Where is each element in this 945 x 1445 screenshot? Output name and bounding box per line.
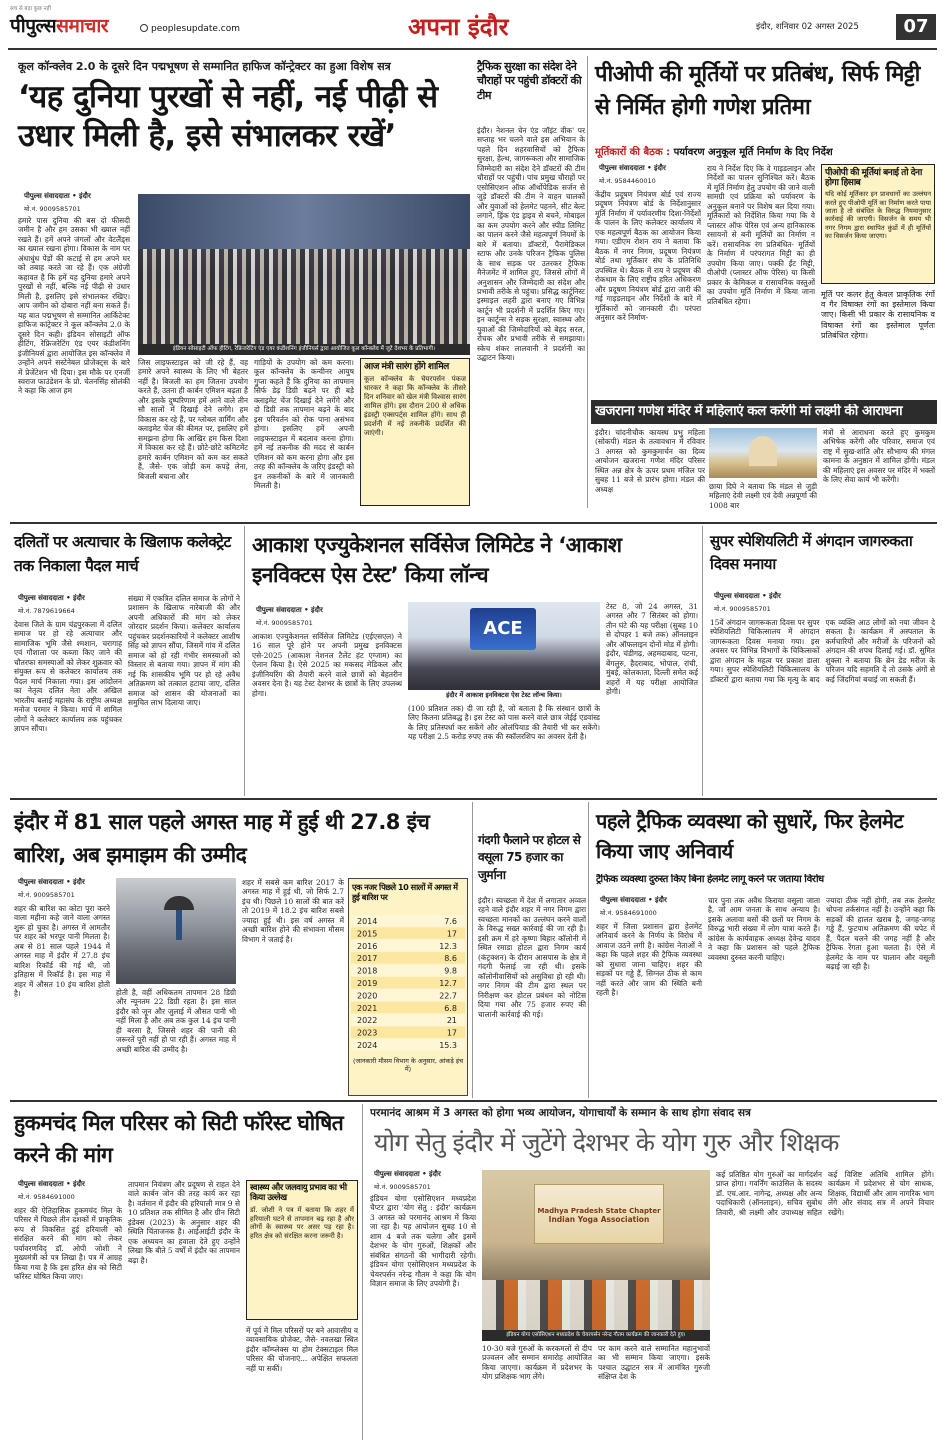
story8-col1: शहर की बारिश का कोटा पूरा करने वाला महीना कहे जाने वाला अगस्त शुरू हो चुका है। अगस्त में आमतौर पर शहर को भरपूर पानी मिलता है। अब से 81 साल पहले 1944 में अगस्त माह में इंदौर में 27.8 इंच बारिश रिकॉर्ड की गई थी, जो इतिहास में रिकॉर्ड है। इस माह में शहर में औसत 10 इंच बारिश होती है। [14,904,110,999]
story7-headline: सुपर स्पेशियलिटी में अंगदान जागरुकता दिवस मनाया [710,532,913,573]
audience-crowd [138,249,470,344]
story4-col1: इंदौर। चांदनीचौक कायस्थ प्रभु महिला (सोकपी) मंडल के तत्वावधान में रविवार 3 अगस्त को कुमकुमार्चन का दिव्य आयोजन खजराना गणेश मंदिर परिसर स्थित अन्न क्षेत्र के ऊपर प्रथम मंजिल पर सुबह 11 बजे से प्रारंभ होगा। मंडल की अध्यक्ष [595,428,705,494]
rain-value-label: 21 [446,1016,457,1026]
story10-col1: शहर में जिला प्रशासन द्वारा हेलमेट अनिवार्य करने के निर्णय के विरोध में आवाज उठने लगी है। कांग्रेस नेताओं ने कहा कि पहले शहर की ट्रैफिक व्यवस्था को सुधारा जाना चाहिए। शहर की सड़कों पर गड्ढे हैं, सिग्नल ठीक से काम नहीं करते और जाम की स्थिति बनी रहती है। [596,922,702,998]
rain-value-label: 12.7 [439,979,457,988]
story5-headline: दलितों पर अत्याचार के खिलाफ कलेक्ट्रेट तक निकाला पैदल मार्च [14,533,231,576]
rain-year-label: 2019 [357,979,378,988]
story1-col3: गाड़ियों के उपयोग को कम करना। कूल कॉन्क्लेव के कन्वीनर आयुष गुप्ता कहते हैं कि दुनिया का तापमान सिर्फ डेढ़ डिग्री बढ़ने पर ही बड़े क्लाइमेट चेंज दिखाई देने लगेंगे और दो डिग्री तक तापमान बढ़ने के बाद इस परिवर्तन को रोक पाना असंभव होगा। इसलिए हमें अपनी लाइफस्टाइल में बदलाव करना होगा। हमें नई तकनीक की मदद से कार्बन एमिशन को कम करना होगा और इस तरह की कॉन्क्लेव के जरिए इंडस्ट्री को इन तकनीकों के बारे में जानकारी मिलती है। [254,358,354,491]
rain-year-label: 2015 [357,929,378,939]
section-title: अपना इंदौर [408,13,509,41]
rain-value-label: 6.8 [444,1003,457,1013]
story12-mobile: मो.नं. 9009585701 [374,1183,431,1191]
story4-col2: छाया दिघे ने बताया कि मंडल से जुड़ी महिलाएं देवी लक्ष्मी एवं देवी अन्नपूर्णा की 1008 बार [709,482,817,510]
story11-mobile: मो.नं. 9584691000 [18,1193,75,1201]
story-traffic-doctors [475,56,585,508]
story3-col3: मूर्ति पर कलर हेतु केवल प्राकृतिक रंगों व गैर विषाक्त रंगों का इस्तेमाल किया जाए। किसी भी प्रकार के रासायनिक व विषाक्त रंगों का इस्तेमाल पूर्णतः प्रतिबंधित रहेगा। [821,290,935,340]
story6-col1: आकाश एज्युकेशनल सर्विसेज लिमिटेड (एईएसएल) ने 16 साल पूरे होने पर अपनी प्रमुख इनविक्टस एसे-2025 (आकाश नेशनल टैलेंट हंट एग्जाम) का ऐलान किया है। ऐसे 2025 का मकसद मेडिकल और इंजीनियरिंग की तैयारी करने वाले छात्रों को बेहतरीन अवसर देना है। यह टेस्ट देशभर के छात्रों के लिए उपलब्ध होगा। [252,632,402,698]
story-organ-donation [706,526,937,796]
story11-col1: शहर की ऐतिहासिक हुकमचंद मिल के परिसर में पिछले तीन दशकों में प्राकृतिक रूप से विकसित हुई हरियाली को संरक्षित करने की मांग को लेकर पर्यावरणविद् डॉ. ओपी जोशी ने मुख्यमंत्री को पत्र लिखा है। पत्र में आग्रह किया गया है कि इस हरित क्षेत्र को सिटी फॉरेस्ट घोषित किया जाए। [14,1206,122,1282]
story3-mobile: मो.नं. 9584460010 [599,177,656,185]
website-text: peoplesupdate.com [151,24,240,34]
story8-col2: होती है, वहीं अधिकतम तापमान 28 डिग्री और न्यूनतम 22 डिग्री रहता है। इस साल इंदौर को जून और जुलाई में औसत पानी भी नहीं मिला है और अब तक कुल 14 इंच पानी ही बरसा है, जिससे शहर की पानी की जरूरतें पूरी नहीं हो पा रही हैं। अगस्त माह में अच्छी बारिश की उम्मीद है। [116,988,236,1054]
story1-mobile: मो.नं. 9009585701 [24,205,81,213]
story1-byline: पीपुल्स संवाददाता • इंदौर [24,192,91,200]
divider-v2 [244,526,245,796]
story-hotel-fine [476,802,586,1098]
story10-byline: पीपुल्स संवाददाता • इंदौर [600,896,667,904]
page-number: 07 [896,14,936,40]
story9-text: इंदौर। स्वच्छता में देश में लगातार अव्वल रहने वाले इंदौर शहर में नगर निगम द्वारा स्वच्छता मानकों का उल्लंघन करने वालों के विरुद्ध सख्त कार्रवाई की जा रही है। इसी क्रम में हरे कृष्णा बिहार कॉलोनी में स्थित रमाडा होटल द्वारा निगम कार्य (कंट्रक्शन) के दौरान आसपास के क्षेत्र में गंदगी फैलाई जा रही थी। इसके कॉलोनीवासियों को असुविधा हो रही थी। नगर निगम की टीम द्वारा स्थल पर निरीक्षण कर होटल प्रबंधन को नोटिस दिया गया और 75 हजार रुपए की चालानी कार्रवाई की गई। [478,896,586,1019]
yoga-event-photo[interactable] [482,1170,710,1330]
logo-tagline: सच से बड़ा कुछ नहीं [10,6,51,12]
story10-col2: चार पुना तक अवैध किराया वसूला जाता है, जो आम जनता के साथ अन्याय है। इसके अलावा बसों की छतों पर निगम के विरुद्ध भारी संख्या में लोग यात्रा करते हैं। कांग्रेस के कार्यवाहक अध्यक्ष देवेन्द्र यादव ने कहा कि प्रशासन को पहले ट्रैफिक व्यवस्था दुरुस्त करनी चाहिए। [708,896,820,962]
story9-headline: गंदगी फैलाने पर होटल से वसूला 75 हजार का जुर्माना [478,833,581,882]
story5-col1: देवास जिले के ग्राम चंद्रपुरकला में दलित समाज पर हो रहे अत्याचार और सामाजिक भूमि जैसे श्मशान, चरागाह एवं गौशाला पर कब्जा किए जाने की चौतरफा समस्याओं को लेकर शुक्रवार को संयुक्त रूप से कलेक्टर कार्यालय तक पैदल मार्च निकाला गया। इस आंदोलन का नेतृत्व दलित नेता और अखिल भारतीय बलाई महासंघ के राष्ट्रीय अध्यक्ष मनोज परमार ने किया। मार्च में शामिल लोगों ने कलेक्टर कार्यालय तक पहुंचकर ज्ञापन सौंपा। [14,620,122,734]
divider-h1 [10,522,937,524]
story-pop-idols [591,56,937,398]
story3-byline: पीपुल्स संवाददाता • इंदौर [599,164,666,172]
dateline: इंदौर, शनिवार 02 अगस्त 2025 [756,22,859,32]
newspaper-logo[interactable] [10,12,108,42]
rain-table-svg [349,915,467,1055]
stage-backdrop [138,194,470,249]
story11-sidebox [246,1180,358,1320]
story7-byline: पीपुल्स संवाददाता • इंदौर [714,592,781,600]
yoga-banner [534,1184,664,1244]
story8-mobile: मो.नं. 9009585701 [18,891,75,899]
person-shape [176,910,182,940]
rain-value-label: 22.7 [439,991,457,1001]
story5-mobile: मो.नं. 7879619664 [18,607,75,615]
rain-value-label: 17 [446,1028,457,1038]
story3-col1: केंद्रीय प्रदूषण नियंत्रण बोर्ड एवं राज्य प्रदूषण नियंत्रण बोर्ड के निर्देशानुसार मूर्ति निर्माण में पर्यावरणीय दिशा-निर्देशों के पालन के लिए कलेक्टर कार्यालय में एक महत्वपूर्ण बैठक का आयोजन किया गया। एडीएम रोशन राय ने बताया कि बैठक में नगर निगम, प्रदूषण नियंत्रण बोर्ड तथा मूर्तिकार संघ के प्रतिनिधि उपस्थित थे। बैठक में राय ने प्रदूषण की रोकथाम के लिए राष्ट्रीय हरित अधिकरण और प्रदूषण नियंत्रण बोर्ड द्वारा जारी की गई गाइडलाइन और निर्देशों के बारे में मूर्तिकारों को जानकारी दी। परंपरा अनुसार करें निर्माण- [595,190,701,323]
story-august-rain [10,802,470,1098]
rain-table-note: (जानकारी मौसम विभाग के अनुसार, आंकड़े इंच में) [352,1057,464,1074]
story2-headline: ट्रैफिक सुरक्षा का संदेश देने चौराहों पर पहुंची डॉक्टरों की टीम [477,60,582,102]
rain-value-label: 9.8 [444,966,457,976]
story10-subhead: ट्रैफिक व्यवस्था दुरुस्त किए बिना हेलमेट लागू करने पर जताया विरोध [596,874,824,885]
story11-byline: पीपुल्स संवाददाता • इंदौर [18,1180,85,1188]
story8-byline: पीपुल्स संवाददाता • इंदौर [18,878,85,886]
story2-text: इंदौर। नेशनल चेन एंड जॉइंट वीक' पर सप्ताह भर चलने वाले इस अभियान के पहले दिन शहरवासियों को ट्रैफिक सुरक्षा, हेल्थ, जागरूकता और सामाजिक जिम्मेदारी का संदेश देने डॉक्टरों की टीम चौराहों पर पहुंची। पांच प्रमुख चौराहों पर एसोसिएशन ऑफ ऑर्थोपेडिक सर्जन से जुड़े डॉक्टरों की टीम ने वाहन चालकों और युवाओं को हेलमेट पहनने, सीट बेल्ट लगाने, ड्रिंक एंड ड्राइव से बचने, मोबाइल का कम उपयोग करने और स्पीड लिमिट का पालन करने जैसे महत्वपूर्ण नियमों के बारे में बताया। डॉक्टरों, पैरामेडिकल स्टाफ और उनके परिजन ट्रैफिक पुलिस के साथ सड़क पर उतरकर ट्रैफिक मैनेजमेंट में शामिल हुए, जिससे लोगों में अनुशासन और जिम्मेदारी का संदेश और प्रभावी तरीके से पहुंचा। प्रसिद्ध कार्टूनिस्ट इस्माइल लहरी द्वारा बनाए गए विभिन्न कार्टून भी प्रदर्शनी में प्रदर्शित किए गए। इन कार्टून्स ने सड़क सुरक्षा, स्वास्थ्य और युवाओं की जिम्मेदारियों को बेहद सरल, रोचक और प्रभावी तरीके से समझाया। स्केच शंकर लालवानी ने प्रदर्शनी का उद्घाटन किया। [477,126,585,363]
temple-dome-shape [749,436,777,466]
story-yoga-setu [366,1104,937,1440]
website-link[interactable] [140,24,240,34]
story3-sub-kicker: मूर्तिकारों की बैठक : [595,147,671,158]
story-helmet-rule [592,802,937,1098]
rain-year-label: 2022 [357,1016,378,1026]
masthead-rule [8,48,937,50]
story11-col3: में पूर्व में मिल परिसरों पर बने आवासीय व व्यावसायिक प्रोजेक्ट, जैसे- नवलखा स्थित इंदौर कॉम्प्लेक्स या होम टेक्सटाइल मिल परिसर की योजनाएं... अपेक्षित सफलता नहीं पा सकीं। [246,1326,358,1373]
story1-kicker: कूल कॉन्क्लेव 2.0 के दूसरे दिन पद्मभूषण से सम्मानित हाफिज कॉन्ट्रेक्टर का हुआ विशेष सत्र [18,60,391,73]
temple-photo[interactable] [709,428,817,478]
divider-v6 [362,1104,363,1440]
ace-banner: ACE [470,608,536,650]
rain-year-label: 2014 [357,917,378,926]
divider-v1 [587,56,588,508]
story6-photo-caption: इंदौर में आकाश इनविक्टस ऐस टेस्ट लॉन्च किया। [408,690,600,701]
rain-photo[interactable] [116,878,236,984]
divider-v5 [588,802,589,1098]
story6-mobile: मो.नं. 9009585701 [256,619,313,627]
story10-headline: पहले ट्रैफिक व्यवस्था को सुधारें, फिर हेलमेट किया जाए अनिवार्य [596,809,904,863]
story11-sidebox-title: स्वास्थ्य और जलवायु प्रभाव का भी किया उल्लेख [250,1183,347,1203]
rain-year-label: 2016 [357,941,378,951]
story12-kicker: परमानंद आश्रम में 3 अगस्त को होगा भव्य आयोजन, योगाचार्यों के सम्मान के साथ होगा संवाद सत्र [370,1107,751,1119]
rain-value-label: 15.3 [439,1041,457,1050]
story-hukumchand-mill [10,1104,360,1440]
story3-subhead [595,144,935,158]
rain-value-label: 7.6 [444,917,457,926]
divider-v3 [702,526,703,796]
sidebox-text: कूल कॉन्क्लेव के चेयरपर्सन पंकज धारकर ने कहा कि कॉन्क्लेव के तीसरे दिन शनिवार को खेल मंत्री विश्वास सारंग शामिल होंगे। इस दौरान 200 से अधिक इंडस्ट्री एक्सपर्ट्स शामिल होंगे। साथ ही प्रदर्शनी में नई तकनीकें प्रदर्शित की जाएंगी। [364,375,466,437]
story3-box [821,164,935,284]
logo-left: पीपुल्स [10,15,57,37]
rain-year-label: 2021 [357,1003,378,1013]
masthead [0,0,945,52]
story6-col2: (100 प्रतिशत तक) दी जा रही है, जो बताता है कि संस्थान छात्रों के लिए कितना प्रतिबद्ध है। इस टेस्ट को पास करने वाले छात्र जेईई एडवांस्ड के लिए प्रतिस्पर्धा कर सकेंगे और ओलंपियाड की तैयारी भी कर सकेंगे। यह परीक्षा 2.5 करोड़ रुपए तक की स्कॉलरशिप का अवसर देती है। [408,704,600,742]
story1-photo-caption: इंडियन सोसाइटी ऑफ हीटिंग, रेफ्रिजरेटिंग एंड एयर कंडीशनिंग इंजीनियर्स द्वारा आयोजित कूल कॉन्क्लेव में जुटे देशभर के प्रतिभागी। [138,344,470,355]
story4-col3: मंत्रों से आराधना करते हुए कुमकुम अभिषेक करेंगी और परिवार, समाज एवं राष्ट्र में सुख-शांति और सौभाग्य की मंगल कामना के अनुष्ठान में शामिल होंगी। मंडल की महिलाएं इस अवसर पर मंदिर में भक्तों के लिए सेवा कार्य भी करेंगी। [823,428,935,485]
rain-value-label: 17 [446,929,457,939]
story6-byline: पीपुल्स संवाददाता • इंदौर [256,606,323,614]
story12-col1: इंडियन योगा एसोसिएशन मध्यप्रदेश चैप्टर द्वारा 'योग सेतु : इंदौर' कार्यक्रम 3 अगस्त को परमानंद आश्रम में किया जा रहा है। यह आयोजन सुबह 10 से शाम 4 बजे तक चलेगा और इसमें देशभर के योग गुरुओं, शिक्षकों और संबंधित संगठनों की भागीदारी रहेगी। इंडियन योगा एसोसिएशन मध्यप्रदेश के चेयरपर्सन नरेन्द्र गौतम ने कहा कि योग विज्ञान समाज के लिए उपयोगी है। [370,1194,476,1289]
story7-text: 15वें अंगदान जागरूकता दिवस पर सुपर स्पेशियलिटी चिकित्सालय में अंगदान जागरूकता दिवस मनाया गया। इस अवसर पर विभिन्न विभागों के चिकित्सकों द्वारा अंगदान के महत्व पर प्रकाश डाला गया। सुपर स्पेशियलिटी चिकित्सालय के डॉक्टरों द्वारा बताया गया कि मृत्यु के बाद एक व्यक्ति आठ लोगों को नया जीवन दे सकता है। कार्यक्रम में अस्पताल के कर्मचारियों और मरीजों के परिजनों को अंगदान की शपथ दिलाई गई। डॉ. सुमित शुक्ला ने बताया कि ब्रेन डेड मरीज के परिजन यदि सहमति दें तो उसके अंगों से कई जिंदगियां बचाई जा सकती हैं। [710,618,935,684]
story1-col1: हमारे पास दुनिया की बस दो फीसदी जमीन है और हम उसका भी ख्याल नहीं रखते हैं। हमें अपने जंगलों और वेटलैंड्स का ख्याल रखना होगा। विकास के नाम पर अंधाधुंध पेड़ों की कटाई से हम अपने घर को तबाह करते जा रहे हैं। एक अंग्रेजी कहावत है कि हमें यह दुनिया हमारे अपने पुरखों से नहीं, बल्कि नई पीढ़ी से उधार मिली है, इसलिए इसे संभालकर रखिए। आप जमीन को दोबारा नहीं बना सकते हैं। यह बात पद्मभूषण से सम्मानित आर्किटेक्ट हाफिज कांट्रेक्टर ने कूल कॉन्क्लेव 2.0 के दूसरे दिन कही। इंडियन सोसाइटी ऑफ हीटिंग, रेफ्रिजरेटिंग एंड एयर कंडीशनिंग इंजीनियर्स द्वारा आयोजित इस कॉन्क्लेव में उन्होंने अपने सस्टेनेबल प्रोजेक्ट्स के बारे में प्रेजेंटेशन भी दिया। इस मौके पर एनर्जी स्वराज फाउंडेशन के प्रो. चेतनसिंह सोलंकी ने कहा कि आज हम [18,216,130,396]
story6-headline: आकाश एज्युकेशनल सर्विसेज लिमिटेड ने ‘आकाश इनविक्टस ऐस टेस्ट’ किया लॉन्च [252,533,622,588]
story3-sub-text: पर्यावरण अनुकूल मूर्ति निर्माण के दिए निर्देश [673,147,833,158]
divider-h2 [10,798,937,800]
story10-mobile: मो.नं. 9584691000 [600,909,657,917]
story12-headline: योग सेतु इंदौर में जुटेंगे देशभर के योग गुरु और शिक्षक [374,1128,839,1157]
story3-headline: पीओपी की मूर्तियों पर प्रतिबंध, सिर्फ मिट्टी से निर्मित होगी गणेश प्रतिमा [595,62,920,120]
story4-headline: खजराना गणेश मंदिर में महिलाएं कल करेंगी मां लक्ष्मी की आराधना [595,404,903,419]
yoga-panel-table [482,1280,710,1330]
rain-value-label: 8.6 [444,954,457,964]
rain-year-label: 2024 [357,1041,378,1050]
rain-year-label: 2017 [357,954,378,964]
yoga-banner-line1: Madhya Pradesh State Chapter [537,1207,661,1215]
story-aakash-launch [248,526,700,796]
story-khajrana-temple [591,400,937,520]
divider-h3 [10,1100,937,1102]
story10-col3: ज्यादा ठीक नहीं होगी, तब तक हेलमेट थोपना तर्कसंगत नहीं है। उन्होंने कहा कि सड़कों की हालत खराब है, जगह-जगह गड्ढे हैं, फुटपाथ अतिक्रमण की चपेट में हैं, पैदल चलने की जगह नहीं है और ट्रैफिक रेंगता हुआ चलता है। ऐसे में हेलमेट के नाम पर चालान और वसूली बढ़ाई जा रही है। [826,896,935,972]
umbrella-shape [164,896,194,910]
rain-year-label: 2018 [357,966,378,976]
story1-headline: ‘यह दुनिया पुरखों से नहीं, नई पीढ़ी से उधार मिली है, इसे संभालकर रखें’ [18,79,438,154]
story12-col3: पर काम करने वाले सम्मानित महानुभावों का भी सम्मान किया जाएगा। इसके पश्चात उद्घाटन सत्र में आमंत्रित गुरुजी संक्षिप्त देश के [598,1344,710,1382]
sidebox-title: आज मंत्री सारंग होंगे शामिल [364,362,449,372]
story1-sidebox [360,358,470,506]
rain-table [348,878,468,1096]
story7-mobile: मो.नं. 9009585701 [714,605,771,613]
story3-box-text: यदि कोई मूर्तिकार इन प्रावधानों का उल्लंघन करते हुए पीओपी मूर्ति का निर्माण करते पाया जाता है तो संबंधित के विरुद्ध नियमानुसार कार्रवाई की जाएगी। विसर्जन के समय भी नगर निगम द्वारा स्थापित कुंडों में ही मूर्तियों का विसर्जन किया जाएगा। [825,190,931,241]
rain-year-label: 2020 [357,991,378,1001]
rain-table-title: एक नजर पिछले 10 सालों में अगस्त में हुई बारिश पर [352,882,458,903]
rain-value-label: 12.3 [439,941,457,951]
story1-photo[interactable] [138,194,470,344]
story3-box-title: पीओपी की मूर्तियां बनाई तो देना होगा हिसाब [825,168,922,189]
story1-col2: जिस लाइफस्टाइल को जी रहे हैं, वह हमारे अपने स्वास्थ्य के लिए भी बेहतर नहीं है। बिजली का हम जितना उपयोग करते हैं, उतना ही कार्बन एमिशन बढ़ता है और इसके दुष्परिणाम हमें आने वाले तीन सौ सालों में दिखाई देने लगेंगे। हम विकास कर रहे हैं, पर ग्लोबल वार्मिंग और क्लाइमेट चेंज की कीमत पर, इसलिए हमें समझना होगा कि आखिर हम किस दिशा में विकास कर रहे हैं। छोटे-छोटे कमिटमेंट हमारे कार्बन एमिशन को कम कर सकते हैं, जैसे- एक जोड़ी कम कपड़े लेना, बिजली बचाना और [138,358,248,481]
story5-byline: पीपुल्स संवाददाता • इंदौर [18,594,85,602]
story11-headline: हुकमचंद मिल परिसर को सिटी फॉरेस्ट घोषित करने की मांग [14,1111,344,1167]
story8-col3: शहर में सबसे कम बारिश 2017 के अगस्त माह में हुई थी, जो सिर्फ 2.7 इंच थी। पिछले 10 सालों की बात करें तो 2019 में 18.2 इंच बारिश सबसे ज्यादा हुई थी। इस वर्ष अगस्त में अच्छी बारिश होने की संभावना मौसम विभाग ने जताई है। [242,878,344,944]
story6-col3: टेस्ट 8, जो 24 अगस्त, 31 अगस्त और 7 सितंबर को होगा। तीन घंटे की यह परीक्षा (सुबह 10 से दोपहर 1 बजे तक) ऑनलाइन और ऑफलाइन दोनों मोड में होगी। इंदौर, चंडीगढ़, अहमदाबाद, पटना, बेंगलुरु, हैदराबाद, भोपाल, रांची, मुंबई, कोलकाता, दिल्ली समेत कई शहरों में यह परीक्षा आयोजित होगी। [606,602,698,697]
story11-sidebox-text: डॉ. जोशी ने पत्र में बताया कि शहर में हरियाली घटने से तापमान बढ़ रहा है और लोगों के स्वास्थ्य पर असर पड़ रहा है। हरित क्षेत्र को संरक्षित करना जरूरी है। [250,1206,354,1241]
story3-col2: राय ने निर्देश दिए कि वे गाइडलाइन और निर्देशों का पालन सुनिश्चित करें। बैठक में मूर्ति निर्माण हेतु उपयोग की जाने वाली सामग्री एवं प्रक्रिया को पर्यावरण के अनुकूल बनाने पर विशेष बल दिया गया। मूर्तिकारों को निर्देशित किया गया कि वे प्लास्टर ऑफ पेरिस एवं अन्य हानिकारक रसायनों से बनी मूर्तियों का निर्माण न करें। रासायनिक रंग प्रतिबंधित- मूर्तियों के निर्माण में परंपरागत मिट्टी का ही उपयोग किया जाए। पक्की ईंट मिट्टी, पीओपी (प्लास्टर ऑफ पेरिस) या किसी प्रकार के केमिकल व रासायनिक वस्तुओं का उपयोग मूर्ति निर्माण में किया जाना प्रतिबंधित रहेगा। [707,164,815,306]
web-globe-icon [140,24,148,32]
rain-year-label: 2023 [357,1028,378,1038]
aakash-event-photo[interactable] [408,602,600,690]
yoga-banner-line2: Indian Yoga Association [548,1215,650,1224]
story8-headline: इंदौर में 81 साल पहले अगस्त माह में हुई थी 27.8 इंच बारिश, अब झमाझम की उम्मीद [14,810,430,867]
story12-col4: कई प्रतिष्ठित योग गुरुओं का मार्गदर्शन प्राप्त होगा। गवर्निंग काउंसिल के सदस्य डॉ. एच.आर. नागेन्द्र, अध्यक्ष और अन्य पदाधिकारी (ऑनलाइन), सचिव सुबोध तिवारी, श्री लक्ष्मी और उपाध्यक्ष सहित कई विशिष्ट अतिथि शामिल होंगे। कार्यक्रम में प्रदेशभर से योग साधक, शिक्षक, विद्यार्थी और आम नागरिक भाग लेंगे और संवाद सत्र में अपने विचार रखेंगे। [716,1170,934,1217]
story-cool-conclave [10,56,470,508]
divider-v4 [472,802,473,1098]
logo-right: समाचार [56,15,109,37]
story-dalit-march [10,526,242,796]
story5-col2: संख्या में एकत्रित दलित समाज के लोगों ने प्रशासन के खिलाफ नारेबाजी की और अपनी अधिकारों की मांग को लेकर जोरदार प्रदर्शन किया। कलेक्टर कार्यालय पहुंचकर प्रदर्शनकारियों ने कलेक्टर आशीष सिंह को ज्ञापन सौंपा, जिसमें गांव में दलित समाज को हो रही गंभीर समस्याओं को विस्तार से बताया गया। ज्ञापन में मांग की गई कि शासकीय भूमि पर हो रहे अवैध अतिक्रमण को तत्काल हटाया जाए, दलित समाज को शासन की योजनाओं का समुचित लाभ दिलाया जाए। [128,594,240,708]
story11-col2: तापमान नियंत्रण और प्रदूषण से राहत देने वाले कार्बन जोन की तरह कार्य कर रहा है। वर्तमान में इंदौर की हरियाली मात्र 9 से 10 प्रतिशत तक सीमित है और ग्रीन सिटी इंडेक्स (2023) के अनुसार शहर की स्थिति चिंताजनक है। आईआईटी इंदौर के एक अध्ययन का हवाला देते हुए उन्होंने लिखा कि बीते 5 वर्षों में इंदौर का तापमान बढ़ा है। [128,1180,240,1265]
story12-byline: पीपुल्स संवाददाता • इंदौर [374,1170,441,1178]
story12-photo-caption: इंडियन योगा एसोसिएशन मध्यप्रदेश के चेयरपर्सन नरेन्द्र गौतम कार्यक्रम की जानकारी देते हुए। [482,1330,710,1341]
story12-col2: 10-30 बजे गुरुओं के करकमलों से दीप प्रज्वलन और सम्मान समारोह आयोजित किया जाएगा। कार्यक्रम में प्रदेशभर के योग प्रशिक्षक भाग लेंगे। [482,1344,592,1382]
